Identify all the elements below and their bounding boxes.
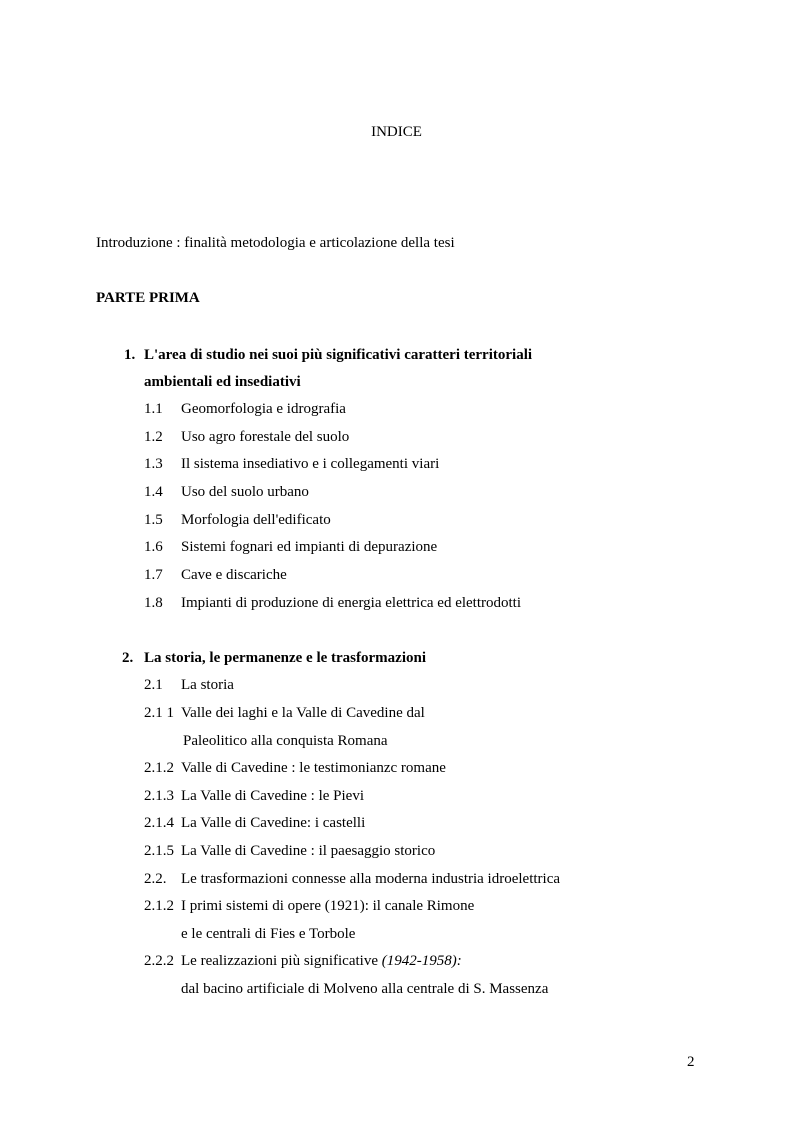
toc-item-number: 1.5	[144, 512, 163, 528]
toc-item-number: 1.6	[144, 539, 163, 555]
part-heading: PARTE PRIMA	[96, 290, 200, 306]
toc-item-continuation: dal bacino artificiale di Molveno alla centrale di S. Massenza	[181, 981, 549, 997]
toc-item-number: 1.7	[144, 567, 163, 583]
toc-item-dates: (1942-1958):	[381, 953, 462, 969]
section-number: 1.	[124, 347, 136, 363]
toc-item-number: 1.2	[144, 429, 163, 445]
toc-item-line	[181, 954, 462, 969]
toc-item-text: Il sistema insediativo e i collegamenti viari	[181, 456, 440, 472]
page-title: INDICE	[371, 124, 422, 140]
toc-item-continuation: e le centrali di Fies e Torbole	[181, 926, 356, 942]
section-title-line-2: ambientali ed insediativi	[144, 374, 301, 390]
toc-item-text: Valle dei laghi e la Valle di Cavedine dal	[181, 705, 425, 721]
toc-item-text: Le trasformazioni connesse alla moderna industria idroelettrica	[181, 871, 561, 887]
toc-item-text: La storia	[181, 677, 234, 693]
toc-item-text: Geomorfologia e idrografia	[181, 401, 346, 417]
toc-item-number: 2.1 1	[144, 705, 174, 721]
toc-item-text: La Valle di Cavedine : il paesaggio storico	[181, 843, 436, 859]
toc-item-number: 1.3	[144, 456, 163, 472]
toc-item-number: 2.1.2	[144, 760, 174, 776]
toc-item-number: 2.2.	[144, 871, 167, 887]
toc-item-text: Morfologia dell'edificato	[181, 512, 331, 528]
toc-item-text: La Valle di Cavedine: i castelli	[181, 815, 366, 831]
toc-item-number: 2.1.2	[144, 898, 174, 914]
toc-item-continuation: Paleolitico alla conquista Romana	[183, 733, 388, 749]
toc-item-text: I primi sistemi di opere (1921): il canale Rimone	[181, 898, 475, 914]
toc-item-number: 2.1.4	[144, 815, 174, 831]
intro-entry: Introduzione : finalità metodologia e articolazione della tesi	[96, 235, 455, 251]
toc-item-number: 1.1	[144, 401, 163, 417]
toc-item-text: Uso del suolo urbano	[181, 484, 309, 500]
toc-item-text: Impianti di produzione di energia elettrica ed elettrodotti	[181, 595, 522, 611]
toc-item-number: 2.1	[144, 677, 163, 693]
toc-item-text: Cave e discariche	[181, 567, 287, 583]
toc-item-text: Uso agro forestale del suolo	[181, 429, 350, 445]
section-title-line-1: La storia, le permanenze e le trasformazioni	[144, 650, 427, 666]
toc-item-number: 2.1.3	[144, 788, 174, 804]
toc-item-number: 2.1.5	[144, 843, 174, 859]
toc-item-text: Le realizzazioni più significative	[181, 953, 378, 969]
toc-item-number: 1.8	[144, 595, 163, 611]
toc-item-text: Valle di Cavedine : le testimonianzc romane	[181, 760, 446, 776]
toc-item-text: Sistemi fognari ed impianti di depurazione	[181, 539, 438, 555]
section-number: 2.	[122, 650, 134, 666]
section-title-line-1: L'area di studio nei suoi più significativi caratteri territoriali	[144, 347, 533, 363]
toc-item-text: La Valle di Cavedine : le Pievi	[181, 788, 365, 804]
page-number: 2	[687, 1054, 695, 1070]
toc-item-number: 2.2.2	[144, 953, 174, 969]
toc-item-number: 1.4	[144, 484, 163, 500]
